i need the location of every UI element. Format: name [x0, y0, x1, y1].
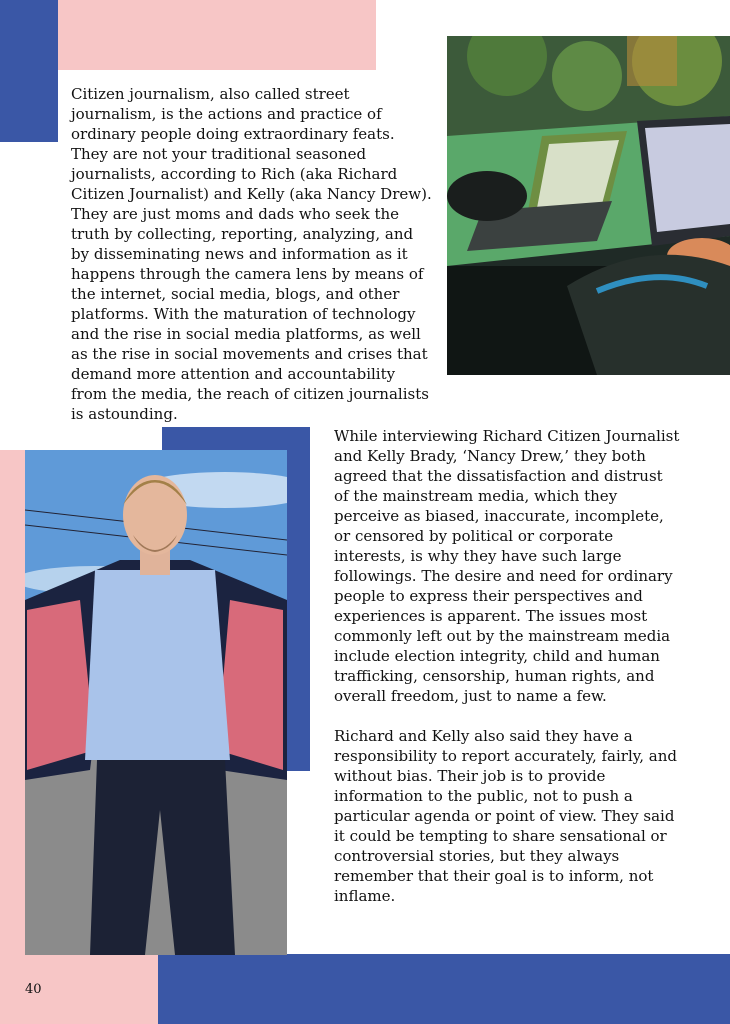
photo-laptops-in-office: [447, 36, 730, 375]
article-paragraph-responsibility: Richard and Kelly also said they have a responsibility to report accurately, fairly, and without bias. Their job is to provide information to the public, not to push a particular agenda or point of view. They said it could be tempting to share sensational or controversial stories, but they always remember that their goal is to inform, not inflame.: [334, 727, 677, 905]
article-paragraph-intro: Citizen journalism, also called street journalism, is the actions and practice of ordinary people doing extraordinary feats. They are not your traditional seasoned journalists, according to Rich (aka Richard Citizen Journalist) and Kelly (aka Nancy Drew). They are just moms and dads who seek the truth by collecting, reporting, analyzing, and by disseminating news and information as it happens through the camera lens by means of the internet, social media, blogs, and other platforms. With the maturation of technology and the rise in social media platforms, as well as the rise in social movements and crises that demand more attention and accountability from the media, the reach of citizen journalists is astounding.: [71, 85, 432, 423]
decorative-blue-block-top: [0, 0, 58, 142]
article-paragraph-interview: While interviewing Richard Citizen Journalist and Kelly Brady, ‘Nancy Drew,’ they both agreed that the dissatisfaction and distrust of the mainstream media, which they perceive as biased, inaccurate, incomplete, or censored by political or corporate interests, is why they have such large followings. The desire and need for ordinary people to express their perspectives and experiences is apparent. The issues most commonly left out by the mainstream media include election integrity, child and human trafficking, censorship, human rights, and overall freedom, just to name a few.: [334, 427, 680, 705]
decorative-pink-block-top: [58, 0, 376, 70]
photo-man-in-suit: [25, 450, 287, 955]
decorative-blue-block-bottom: [158, 954, 730, 1024]
page-number: 40: [25, 982, 42, 997]
